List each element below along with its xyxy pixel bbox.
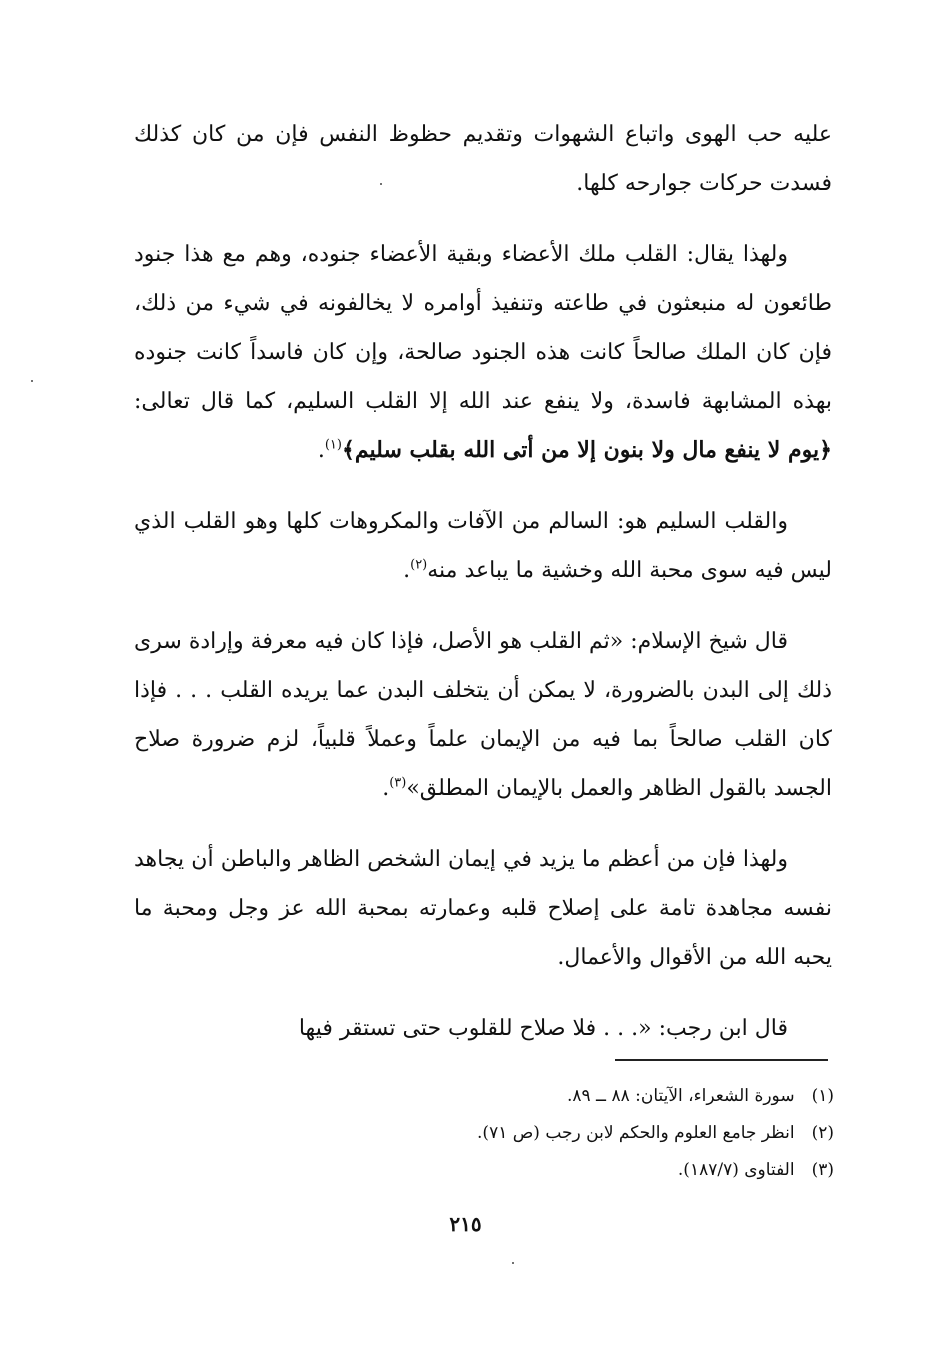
paragraph-2-text: ولهذا يقال: القلب ملك الأعضاء وبقية الأعضاء جنوده، وهم مع هذا جنود طائعون له منبعثون في طاعته وتنفيذ أوامره لا يخالفونه في شيء من ذلك، فإن كان الملك صالحاً كانت هذه الجنود صالحة، وإن كان فاسداً كانت جنوده بهذه المشابهة فاسدة، ولا ينفع عند الله إلا القلب السليم، كما قال تعالى: [134,242,832,414]
main-text [134,110,832,1075]
paragraph-2 [134,230,832,475]
footnote-ref-3: (٣) [389,775,407,791]
footnote-ref-2: (٢) [410,557,428,573]
footnote-2-number: (٢) [811,1123,834,1143]
paragraph-1-text: عليه حب الهوى واتباع الشهوات وتقديم حظوظ النفس فإن من كان كذلك فسدت حركات جوارحه كلها. [134,122,832,196]
footnote-3-text: الفتاوى (١٨٧/٧). [677,1160,795,1180]
paragraph-6 [134,1004,832,1053]
footnote-1-number: (١) [811,1086,834,1106]
scan-speck [512,1262,514,1264]
paragraph-2-end: . [317,438,325,463]
paragraph-3 [134,497,832,595]
page-number: ٢١٥ [449,1212,482,1236]
paragraph-6-text: قال ابن رجب: «. . . فلا صلاح للقلوب حتى تستقر فيها [298,1016,788,1041]
footnote-ref-1: (١) [324,437,342,453]
paragraph-5 [134,835,832,982]
footnotes [300,1078,834,1189]
paragraph-3-end: . [403,558,411,583]
footnote-2-text: انظر جامع العلوم والحكم لابن رجب (ص ٧١). [477,1123,795,1143]
paragraph-4-end: . [382,776,390,801]
footnote-3-number: (٣) [811,1160,834,1180]
scan-speck [380,183,382,185]
footnote-1-text: سورة الشعراء، الآيتان: ٨٨ ــ ٨٩. [566,1086,795,1106]
footnote-3 [300,1152,834,1189]
quran-verse: ﴿يوم لا ينفع مال ولا بنون إلا من أتى الله بقلب سليم﴾ [341,437,832,463]
paragraph-5-text: ولهذا فإن من أعظم ما يزيد في إيمان الشخص الظاهر والباطن أن يجاهد نفسه مجاهدة تامة على إصلاح قلبه وعمارته بمحبة الله عز وجل ومحبة ما يحبه الله من الأقوال والأعمال. [134,847,832,970]
paragraph-4-text: قال شيخ الإسلام: «ثم القلب هو الأصل، فإذا كان فيه معرفة وإرادة سرى ذلك إلى البدن بالضرورة، لا يمكن أن يتخلف البدن عما يريده القلب . . . فإذا كان القلب صالحاً بما فيه من الإيمان علماً وعملاً قلبياً، لزم ضرورة صلاح الجسد بالقول الظاهر والعمل بالإيمان المطلق» [134,629,832,801]
footnote-2 [300,1115,834,1152]
footnote-divider [615,1059,828,1061]
paragraph-1 [134,110,832,208]
paragraph-3-text: والقلب السليم هو: السالم من الآفات والمكروهات كلها وهو القلب الذي ليس فيه سوى محبة الله وخشية ما يباعد منه [134,509,832,583]
scan-speck [31,380,33,382]
footnote-1 [300,1078,834,1115]
paragraph-4 [134,617,832,813]
